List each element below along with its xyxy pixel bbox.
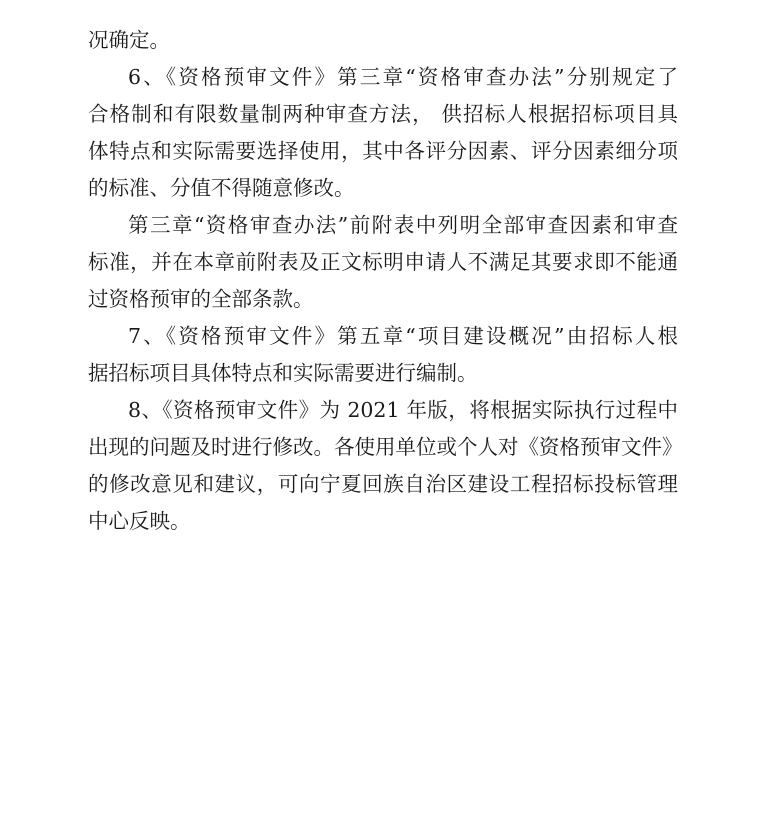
document-body <box>88 22 683 540</box>
text-line-10: 据招标项目具体特点和实际需要进行编制。 <box>88 361 478 385</box>
text-line-11: 8、《资格预审文件》为 2021 年版，将根据实际执行过程中 <box>128 398 678 422</box>
text-line-4: 体特点和实际需要选择使用，其中各评分因素、评分因素细分项 <box>88 139 678 163</box>
text-line-6: 第三章“资格审查办法”前附表中列明全部审查因素和审查 <box>128 213 678 237</box>
text-line-12: 出现的问题及时进行修改。各使用单位或个人对《资格预审文件》 <box>88 435 683 459</box>
text-line-1: 况确定。 <box>88 28 170 52</box>
text-line-14: 中心反映。 <box>88 509 191 533</box>
text-line-7: 标准，并在本章前附表及正文标明申请人不满足其要求即不能通 <box>88 250 678 274</box>
text-line-9: 7、《资格预审文件》第五章“项目建设概况”由招标人根 <box>128 324 678 348</box>
text-line-3: 合格制和有限数量制两种审查方法， 供招标人根据招标项目具 <box>88 102 678 126</box>
text-line-2: 6、《资格预审文件》第三章“资格审查办法”分别规定了 <box>128 65 678 89</box>
text-line-5: 的标准、分值不得随意修改。 <box>88 176 355 200</box>
text-line-13: 的修改意见和建议，可向宁夏回族自治区建设工程招标投标管理 <box>88 472 678 496</box>
text-line-8: 过资格预审的全部条款。 <box>88 287 314 311</box>
